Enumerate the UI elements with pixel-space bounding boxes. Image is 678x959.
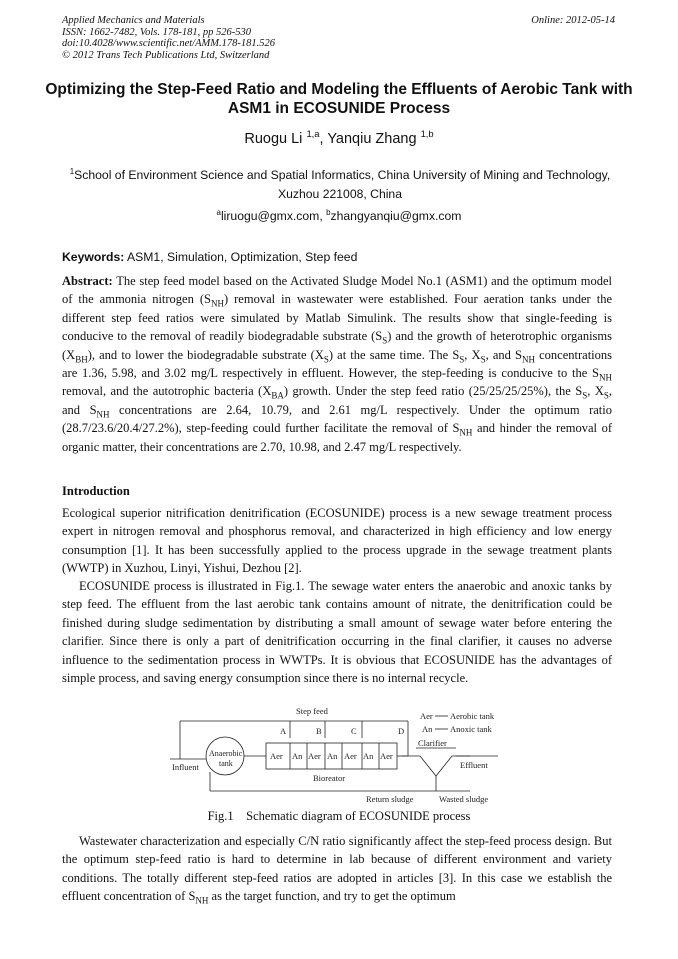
affiliation-number: 1 — [69, 166, 75, 176]
email-b: zhangyanqiu@gmx.com — [330, 209, 462, 223]
keywords-text: ASM1, Simulation, Optimization, Step feed — [124, 250, 358, 264]
ecosunide-diagram — [170, 704, 500, 808]
author-1-affil: 1,a — [306, 128, 320, 140]
author-list — [0, 128, 678, 147]
abstract-text: ), and to lower the biodegradable substrate (X — [87, 347, 324, 362]
online-date: Online: 2012-05-14 — [531, 15, 615, 26]
step-feed-label: Step feed — [296, 706, 328, 716]
subscript: S — [582, 390, 588, 401]
anaerobic-tank-label-2: tank — [219, 759, 233, 768]
subscript: NH — [96, 409, 110, 420]
return-sludge-label: Return sludge — [366, 794, 414, 804]
intro-paragraph-3 — [62, 832, 612, 906]
figure-caption: Fig.1 Schematic diagram of ECOSUNIDE process — [207, 809, 471, 823]
abstract — [62, 272, 612, 456]
feed-point-d: D — [398, 726, 405, 736]
subscript: S — [480, 354, 486, 365]
journal-header — [62, 15, 275, 61]
subscript: NH — [459, 427, 473, 438]
abstract-text: ) at the same time. The S — [328, 347, 460, 362]
paragraph-text: Wastewater characterization and especially C/N ratio significantly affect the step-feed process design. But the optimum step-feed ratio is hard to determine in lab because of different environment and variety conditions. The totally different step-feed ratios are adopted in articles [3]. In this case we establish the effluent concentration of S — [62, 834, 612, 904]
subscript: NH — [210, 298, 224, 309]
abstract-text: ) growth. Under the step feed ratio (25/25/25/25%), the S — [283, 384, 583, 399]
tank-an-2: An — [327, 751, 338, 761]
bioreactor-label: Bioreator — [313, 773, 346, 783]
feed-point-a: A — [280, 726, 287, 736]
author-separator: , — [319, 131, 328, 147]
keywords-label: Keywords: — [62, 250, 125, 264]
legend-aer-desc: Aerobic tank — [450, 711, 495, 721]
abstract-text: removal, and the autotrophic bacteria (X — [62, 384, 272, 399]
feed-point-c: C — [351, 726, 357, 736]
subscript: S — [459, 354, 465, 365]
abstract-text: ) removal in wastewater were established. Four aeration tanks under the different step feed ratios were simulated by Matlab Simulink. The results show that single-feeding is conducive to the removal of readily biodegradable substrate (S — [62, 292, 612, 344]
email-line — [0, 209, 678, 223]
subscript: NH — [195, 895, 209, 906]
abstract-text: ) and the growth of heterotrophic organisms (X — [62, 329, 612, 362]
email-b-mark: b — [326, 207, 331, 217]
doi-line: doi:10.4028/www.scientific.net/AMM.178-181.526 — [62, 38, 275, 49]
introduction-heading: Introduction — [62, 484, 130, 498]
effluent-label: Effluent — [460, 760, 488, 770]
journal-name: Applied Mechanics and Materials — [62, 15, 205, 26]
wasted-sludge-label: Wasted sludge — [439, 794, 489, 804]
author-2-affil: 1,b — [420, 128, 434, 140]
affiliation — [60, 166, 620, 204]
tank-an-1: An — [292, 751, 303, 761]
abstract-label: Abstract: — [62, 274, 113, 288]
issn-line: ISSN: 1662-7482, Vols. 178-181, pp 526-530 — [62, 26, 251, 38]
subscript: S — [382, 335, 388, 346]
abstract-text: The step feed model based on the Activated Sludge Model No.1 (ASM1) and the optimum model of the ammonia nitrogen (S — [62, 274, 612, 307]
abstract-text: , X — [464, 347, 481, 362]
legend-an: An — [422, 724, 433, 734]
subscript: BH — [75, 354, 88, 365]
tank-aer-4: Aer — [380, 751, 393, 761]
paragraph-text: as the target function, and try to get the optimum — [208, 889, 456, 904]
tank-aer-2: Aer — [308, 751, 321, 761]
abstract-text: , and S — [485, 347, 522, 362]
keywords — [62, 250, 357, 264]
feed-point-b: B — [316, 726, 322, 736]
subscript: NH — [599, 372, 612, 383]
email-a-mark: a — [216, 207, 221, 217]
tank-an-3: An — [363, 751, 374, 761]
abstract-text: concentrations are 2.64, 10.79, and 2.61 mg/L respectively. Under the optimum ratio (28.7/23.6/20.4/27.2%), step-feeding could further facilitate the removal of S — [62, 402, 613, 436]
abstract-text: , and S — [62, 384, 612, 417]
tank-aer-3: Aer — [344, 751, 357, 761]
subscript: NH — [522, 354, 535, 365]
email-a: liruogu@gmx.com, — [220, 209, 327, 223]
legend-an-desc: Anoxic tank — [450, 724, 492, 734]
subscript: BA — [271, 390, 284, 401]
subscript: S — [323, 354, 329, 365]
abstract-text: and hinder the removal of organic matter, their concentrations are 2.70, 10.98, and 2.47 mg/L respectively. — [62, 421, 612, 454]
copyright-line: © 2012 Trans Tech Publications Ltd, Switzerland — [62, 49, 270, 61]
process-figure — [170, 704, 500, 808]
legend-aer: Aer — [420, 711, 433, 721]
author-2: Yanqiu Zhang — [327, 131, 417, 147]
author-1: Ruogu Li — [244, 131, 303, 147]
paper-title: Optimizing the Step-Feed Ratio and Modeling the Effluents of Aerobic Tank with ASM1 in ECOSUNIDE Process — [45, 81, 633, 117]
abstract-text: , X — [587, 384, 604, 399]
anaerobic-tank-label: Anaerobic — [209, 749, 243, 758]
influent-label: Influent — [172, 762, 199, 772]
abstract-text: concentrations are 1.36, 5.98, and 3.02 mg/L respectively in effluent. However, the step-feeding is conducive to the S — [62, 347, 613, 381]
affiliation-text: School of Environment Science and Spatial Informatics, China University of Mining and Technology, Xuzhou 221008, China — [74, 168, 611, 201]
clarifier-label: Clarifier — [418, 738, 447, 748]
intro-paragraph-2: ECOSUNIDE process is illustrated in Fig.1. The sewage water enters the anaerobic and anoxic tanks by step feed. The effluent from the last aerobic tank contains amount of nitrate, the denitrification could be finished during sludge sedimentation by distributing a small amount of sewage water before entering the clarifier. Since there is only a part of denitrification occurring in the final clarifier, it causes no adverse influence to the sedimentation process in WWTPs. It is obvious that ECOSUNIDE has the advantages of simple process, and saving energy consumption since there is no internal recycle. — [62, 579, 612, 686]
intro-paragraph-1: Ecological superior nitrification denitrification (ECOSUNIDE) process is a new sewage treatment process expert in nitrogen removal and phosphorus removal, and characterized in high efficiency and low energy consumption [1]. It has been successfully applied to the process upgrade in the sewage treatment plants (WWTP) in Xuzhou, Linyi, Yishui, Dezhou [2]. — [62, 506, 612, 576]
tank-aer-1: Aer — [270, 751, 283, 761]
subscript: S — [603, 390, 609, 401]
